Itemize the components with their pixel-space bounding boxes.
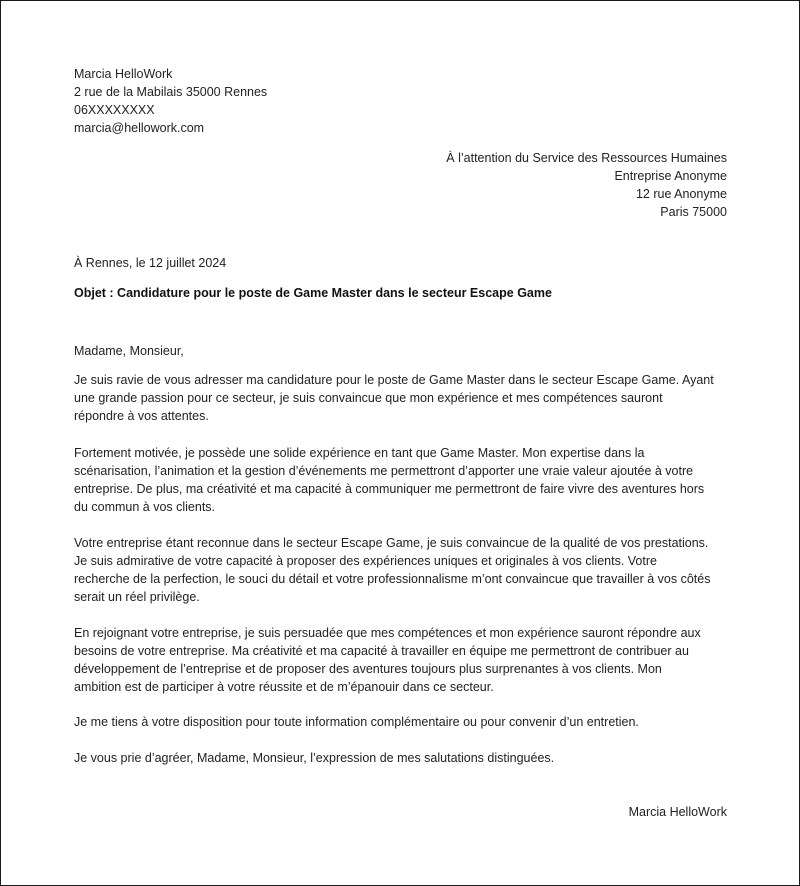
paragraph-line: Fortement motivée, je possède une solide expérience en tant que Game Master. Mon expertise dans la: [74, 446, 645, 460]
paragraph-line: scénarisation, l’animation et la gestion d’événements me permettront d’apporter une vraie valeur ajoutée à votre: [74, 464, 694, 478]
letter-greeting: Madame, Monsieur,: [74, 344, 184, 358]
sender-address: 2 rue de la Mabilais 35000 Rennes: [74, 85, 268, 99]
paragraph-line: entreprise. De plus, ma créativité et ma capacité à communiquer me permettront de faire vivre des aventures hors: [74, 482, 705, 496]
body-paragraph: [74, 624, 730, 696]
paragraph-line: Je suis ravie de vous adresser ma candidature pour le poste de Game Master dans le secteur Escape Game. Ayant: [74, 373, 714, 387]
recipient-street: 12 rue Anonyme: [635, 187, 727, 201]
body-paragraph: [74, 713, 730, 731]
paragraph-line: développement de l’entreprise et de proposer des aventures toujours plus surprenantes à vos clients. Mon: [74, 662, 662, 676]
recipient-attention: À l’attention du Service des Ressources Humaines: [446, 151, 727, 165]
closing-paragraph: [74, 749, 730, 767]
sender-email: marcia@hellowork.com: [74, 121, 205, 135]
paragraph-line: du commun à vos clients.: [74, 500, 216, 514]
recipient-block: [446, 149, 727, 221]
recipient-company: Entreprise Anonyme: [614, 169, 727, 183]
recipient-city: Paris 75000: [660, 205, 727, 219]
paragraph-line: ambition est de participer à votre réussite et de m’épanouir dans ce secteur.: [74, 680, 494, 694]
letter-date: À Rennes, le 12 juillet 2024: [74, 256, 227, 270]
signature: Marcia HelloWork: [628, 805, 727, 819]
paragraph-line: Je suis admirative de votre capacité à proposer des expériences uniques et originales à vos clients. Votre: [74, 554, 657, 568]
paragraph-line: Je vous prie d’agréer, Madame, Monsieur, l’expression de mes salutations distinguées.: [74, 751, 555, 765]
body-paragraph: [74, 444, 730, 516]
paragraph-line: recherche de la perfection, le souci du détail et votre professionnalisme m’ont convaincue que travailler à vos côtés: [74, 572, 711, 586]
sender-name: Marcia HelloWork: [74, 67, 173, 81]
paragraph-line: Je me tiens à votre disposition pour toute information complémentaire ou pour convenir d’un entretien.: [74, 715, 639, 729]
letter-subject: Objet : Candidature pour le poste de Game Master dans le secteur Escape Game: [74, 286, 552, 300]
body-paragraph: [74, 371, 730, 425]
body-paragraph: [74, 534, 730, 606]
paragraph-line: une grande passion pour ce secteur, je suis convaincue que mon expérience et mes compétences sauront: [74, 391, 663, 405]
sender-phone: 06XXXXXXXX: [74, 103, 155, 117]
paragraph-line: répondre à vos attentes.: [74, 409, 209, 423]
paragraph-line: En rejoignant votre entreprise, je suis persuadée que mes compétences et mon expérience sauront répondre aux: [74, 626, 701, 640]
paragraph-line: serait un réel privilège.: [74, 590, 200, 604]
paragraph-line: besoins de votre entreprise. Ma créativité et ma capacité à travailler en équipe me permettront de contribuer au: [74, 644, 689, 658]
sender-block: [74, 65, 730, 137]
paragraph-line: Votre entreprise étant reconnue dans le secteur Escape Game, je suis convaincue de la qualité de vos prestations.: [74, 536, 709, 550]
